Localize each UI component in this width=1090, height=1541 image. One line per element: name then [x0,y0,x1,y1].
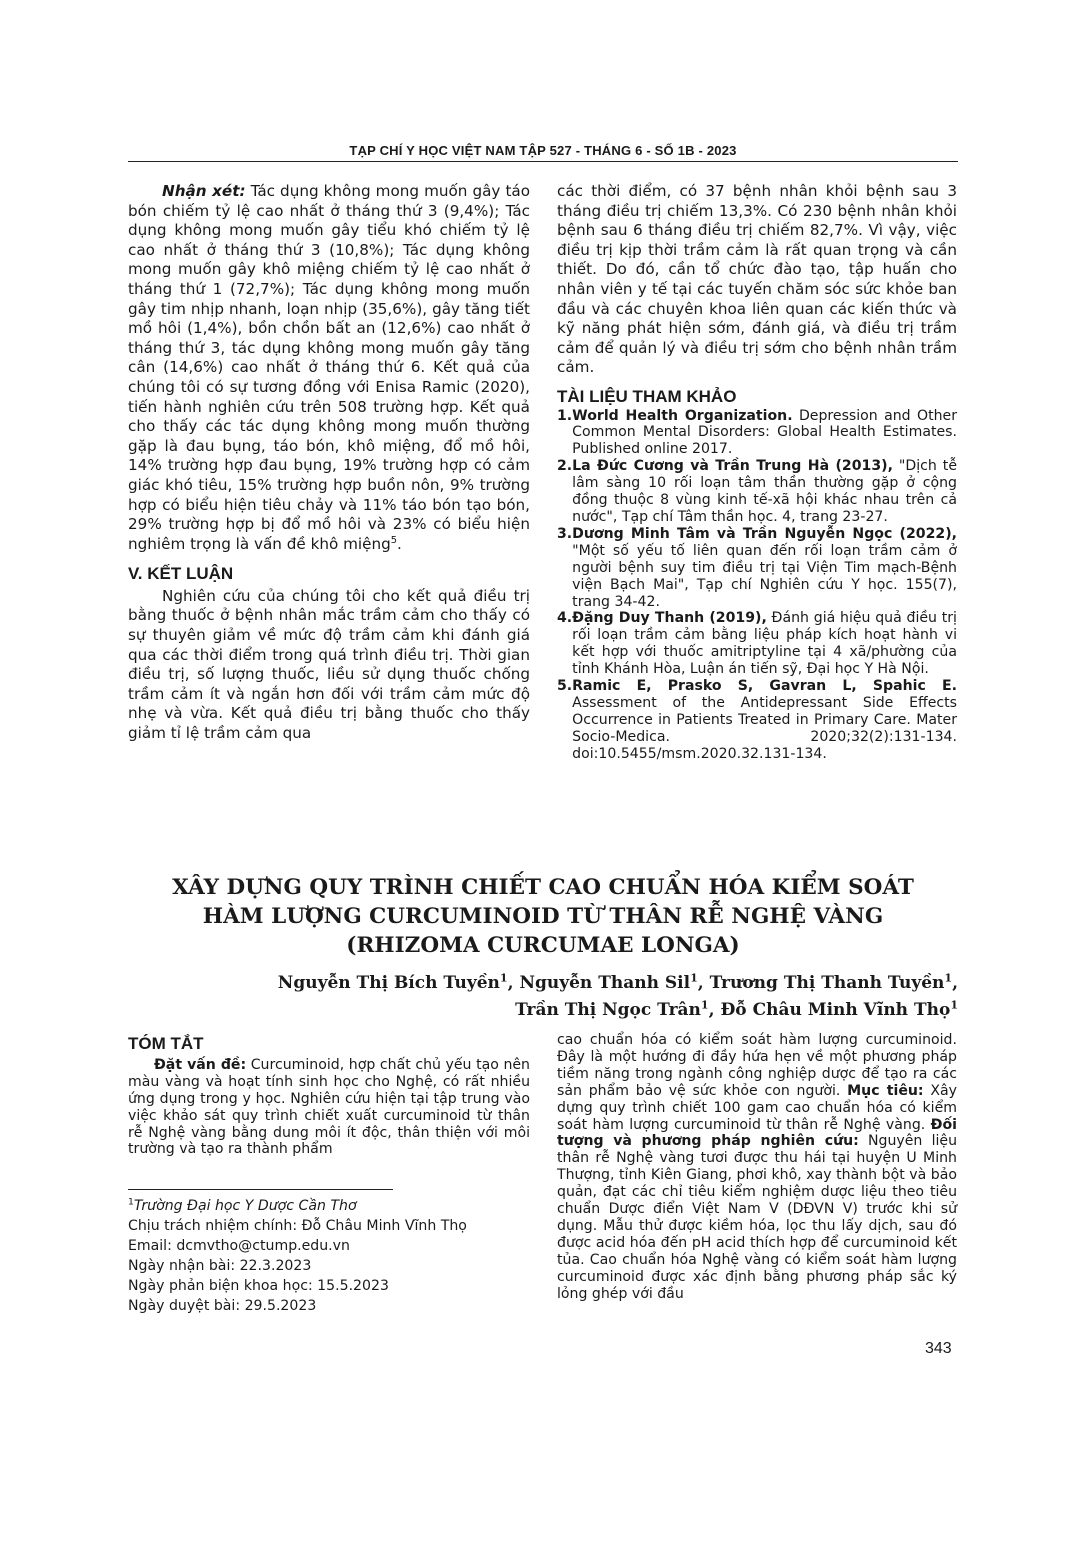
affiliation-mark: 1 [700,998,709,1012]
reference-item [557,526,957,611]
reference-item [557,458,957,526]
reference-text: "Dịch tễ lâm sàng 10 rối loạn tâm thần thường gặp ở cộng đồng thuộc 8 vùng kinh tế-xã hội khác nhau trên cả nước", Tạp chí Tâm thần học. 4, trang 23-27. [572,458,958,525]
author-list: Nguyễn Thị Bích Tuyền$^1$, Nguyễn Thanh Sil$^1$, Trương Thị Thanh Tuyền$^1$, Trần Thị Ngọc Trân$^1$, Đỗ Châu Minh Vĩnh Thọ$^1$ [277,971,958,1020]
author-name: Nguyễn Thị Bích Tuyền [277,973,500,993]
reference-authors: La Đức Cương và Trần Trung Hà (2013), [572,458,893,475]
reference-authors: Ramic E, Prasko S, Gavran L, Spahic E. [572,678,957,695]
remark-citation: 5 [390,534,398,546]
right-column-top [557,182,957,763]
abstract-paragraph [128,1057,530,1158]
abstract-heading: TÓM TẮT [128,1034,204,1053]
author-name: Trương Thị Thanh Tuyền [709,973,945,993]
reference-number: 4. [557,610,573,627]
footnote-affiliation: Trường Đại học Y Dược Cần Thơ [133,1198,357,1214]
title-line-2: HÀM LƯỢNG CURCUMINOID TỪ THÂN RỄ NGHỆ VÀNG [202,904,884,929]
author-name: Nguyễn Thanh Sil [519,973,691,993]
abstract-text: Xây dựng quy trình chiết 100 gam cao chuẩn hóa có kiểm soát hàm lượng curcuminoid từ thân rễ Nghệ vàng. [557,1082,957,1133]
abstract-label-objective: Mục tiêu: [847,1082,924,1099]
references-heading: TÀI LIỆU THAM KHẢO [557,386,737,406]
reference-text: Assessment of the Antidepressant Side Effects Occurrence in Patients Treated in Primary Care. Mater Socio-Medica. 2020;32(2):131-134. doi:10.5455/msm.2020.32.131-134. [572,694,957,762]
footnote-mark: 1 [128,1196,134,1208]
reference-item [557,678,957,763]
footnote-accepted: Ngày duyệt bài: 29.5.2023 [128,1298,317,1314]
title-line-3: (RHIZOMA CURCUMAE LONGA) [346,933,740,958]
reference-authors: Dương Minh Tâm và Trần Nguyễn Ngọc (2022), [572,525,957,542]
reference-number: 5. [557,678,573,695]
page-number: 343 [925,1340,952,1357]
footnote-rule [128,1189,393,1190]
affiliation-mark: 1 [499,971,508,985]
footnote [128,1196,528,1316]
remark-label: Nhận xét: [162,182,246,200]
abstract-continuation [557,1032,957,1303]
abstract-label-background: Đặt vấn đề: [154,1056,247,1073]
reference-number: 2. [557,458,573,475]
reference-item [557,610,957,678]
author-name: Trần Thị Ngọc Trân [515,1000,701,1020]
article-title [128,873,958,960]
reference-text: Depression and Other Common Mental Disorders: Global Health Estimates. Published online 2017. [572,407,957,458]
reference-item [557,408,957,459]
footnote-reviewed: Ngày phản biện khoa học: 15.5.2023 [128,1278,389,1294]
reference-authors: Đặng Duy Thanh (2019), [572,610,767,627]
references-list [557,408,957,763]
abstract-label-methods: Đối tượng và phương pháp nghiên cứu: [557,1116,957,1150]
conclusion-heading: V. KẾT LUẬN [128,564,234,584]
affiliation-mark: 1 [950,998,958,1012]
conclusion-continuation: các thời điểm, có 37 bệnh nhân khỏi bệnh sau 3 tháng điều trị chiếm 13,3%. Có 230 bệnh nhân khỏi bệnh sau 6 tháng điều trị chiếm 82,7%. Vì vậy, việc điều trị kịp thời trầm cảm là rất quan trọng và cần thiết. Do đó, cần tổ chức đào tạo, tập huấn cho nhân viên y tế tại các tuyến chăm sóc sức khỏe ban đầu và các chuyên khoa liên quan các kiến thức và kỹ năng phát hiện sớm, đánh giá, và điều trị trầm cảm để quản lý và điều trị sớm cho bệnh nhân trầm cảm. [557,182,957,377]
footnote-corresponding: Chịu trách nhiệm chính: Đỗ Châu Minh Vĩnh Thọ [128,1218,467,1234]
left-column-top [128,182,530,744]
remark-end: . [397,534,402,553]
abstract-text: Nguyên liệu thân rễ Nghệ vàng tươi được thu hái tại huyện U Minh Thượng, tỉnh Kiên Giang, phơi khô, xay thành bột và bảo quản, đạt các chỉ tiêu kiểm nghiệm dược liệu theo tiêu chuẩn Dược điển Việt Nam V (DĐVN V) trước khi sử dụng. Mẫu thử được kiềm hóa, lọc thu lấy dịch, sau đó được acid hóa đến pH acid thích hợp để curcuminoid kết tủa. Cao chuẩn hóa Nghệ vàng có kiểm soát hàm lượng curcuminoid được xác định bằng phương pháp sắc ký lỏng ghép với đầu [557,1133,958,1302]
affiliation-mark: 1 [690,971,698,985]
abstract-right-column [557,1032,957,1303]
reference-text: Đánh giá hiệu quả điều trị rối loạn trầm cảm bằng liệu pháp kích hoạt hành vi kết hợp với thuốc amitriptyline tại 4 xã/phường của tỉnh Khánh Hòa, Luận án tiến sỹ, Đại học Y Hà Nội. [572,610,957,678]
reference-authors: World Health Organization. [572,407,793,424]
reference-text: "Một số yếu tố liên quan đến rối loạn trầm cảm ở người bệnh suy tim điều trị tại Viện Tim mạch-Bệnh viện Bạch Mai", Tạp chí Nghiên cứu Y học. 155(7), trang 34-42. [572,542,957,610]
author-name: Đỗ Châu Minh Vĩnh Thọ [720,1000,951,1020]
title-line-1: XÂY DỰNG QUY TRÌNH CHIẾT CAO CHUẨN HÓA KIỂM SOÁT [172,875,914,900]
affiliation-mark: 1 [944,971,953,985]
remark-paragraph [128,182,530,554]
footnote-email: Email: dcmvtho@ctump.edu.vn [128,1238,350,1254]
footnote-received: Ngày nhận bài: 22.3.2023 [128,1258,312,1274]
remark-text: Tác dụng không mong muốn gây táo bón chiếm tỷ lệ cao nhất ở tháng thứ 3 (9,4%); Tác dụng không mong muốn gây tiểu khó chiếm tỷ lệ cao nhất ở tháng thứ 3 (10,8%); Tác dụng không mong muốn gây khô miệng chiếm tỷ lệ cao nhất ở tháng thứ 1 (72,7%); Tác dụng không mong muốn gây tim nhịp nhanh, loạn nhịp (35,6%), gây tăng tiết mồ hôi (1,4%), bồn chồn bất an (12,6%) cao nhất ở tháng thứ 3, tác dụng không mong muốn gây tăng cân (14,6%) cao nhất ở tháng thứ 6. Kết quả của chúng tôi có sự tương đồng với Enisa Ramic (2020), tiến hành nghiên cứu trên 508 trường hợp. Kết quả cho thấy các tác dụng không mong muốn thường gặp là đau bụng, táo bón, khô miệng, đổ mồ hôi, 14% trường hợp đau bụng, 19% trường hợp có cảm giác khó tiêu, 15% trường hợp buồn nôn, 9% trường hợp có biểu hiện tiêu chảy và 11% táo bón tạo bón, 29% trường hợp bị đổ mồ hôi và 23% có biểu hiện nghiêm trọng là vấn đề khô miệng [128,182,530,553]
abstract-left-column [128,1036,530,1158]
reference-number: 3. [557,525,573,542]
conclusion-paragraph: Nghiên cứu của chúng tôi cho kết quả điều trị bằng thuốc ở bệnh nhân mắc trầm cảm cho thấy có sự thuyên giảm về mức độ trầm cảm khi đánh giá qua các thời điểm trong quá trình điều trị. Thời gian điều trị, số lượng thuốc, liều sử dụng thuốc chống trầm cảm ít và ngắn hơn đối với trầm cảm mức độ nhẹ và vừa. Kết quả điều trị bằng thuốc cho thấy giảm tỉ lệ trầm cảm qua [128,586,530,743]
abstract-text: cao chuẩn hóa có kiểm soát hàm lượng curcuminoid. Đây là một hướng đi đầy hứa hẹn về một phương pháp tiềm năng trong ngành công nghiệp dược để tạo ra các sản phẩm bảo vệ sức khỏe con người. [557,1032,957,1099]
header-rule [128,161,958,162]
reference-number: 1. [557,407,573,424]
abstract-text: Curcuminoid, hợp chất chủ yếu tạo nên màu vàng và hoạt tính sinh học cho Nghệ, có rất nhiều ứng dụng trong y học. Nghiên cứu hiện tại tập trung vào việc khảo sát quy trình chiết xuất curcuminoid từ thân rễ Nghệ vàng bằng dung môi ít độc, thân thiện với môi trường và tạo ra thành phẩm [128,1056,530,1158]
running-head: TẠP CHÍ Y HỌC VIỆT NAM TẬP 527 - THÁNG 6 - SỐ 1B - 2023 [349,143,737,158]
